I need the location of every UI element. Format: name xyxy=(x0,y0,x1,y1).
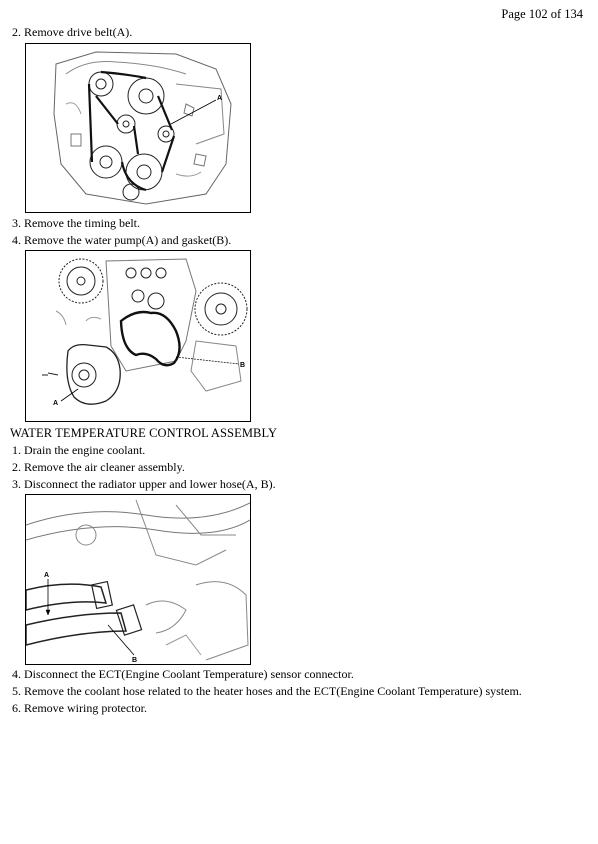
step-disconnect-ect-connector: 4. Disconnect the ECT(Engine Coolant Temperature) sensor connector. xyxy=(12,667,354,681)
callout-b: B xyxy=(132,657,138,664)
callout-b: B xyxy=(240,362,246,369)
step-remove-coolant-hose: 5. Remove the coolant hose related to the heater hoses and the ECT(Engine Coolant Temperature) system. xyxy=(12,684,522,698)
callout-a: A xyxy=(53,400,59,407)
figure-water-pump xyxy=(25,250,251,422)
callout-a: A xyxy=(217,95,223,102)
section-heading: WATER TEMPERATURE CONTROL ASSEMBLY xyxy=(10,426,278,440)
step-drain-coolant: 1. Drain the engine coolant. xyxy=(12,443,146,457)
page-number: Page 102 of 134 xyxy=(501,7,583,21)
step-remove-air-cleaner: 2. Remove the air cleaner assembly. xyxy=(12,460,185,474)
drive-belt-illustration xyxy=(26,44,250,212)
water-pump-illustration xyxy=(26,251,250,421)
step-remove-drive-belt: 2. Remove drive belt(A). xyxy=(12,25,133,39)
radiator-hose-illustration xyxy=(26,495,250,664)
step-remove-timing-belt: 3. Remove the timing belt. xyxy=(12,216,140,230)
callout-a: A xyxy=(44,572,50,579)
step-remove-water-pump: 4. Remove the water pump(A) and gasket(B). xyxy=(12,233,232,247)
step-disconnect-radiator-hose: 3. Disconnect the radiator upper and lower hose(A, B). xyxy=(12,477,276,491)
step-remove-wiring-protector: 6. Remove wiring protector. xyxy=(12,701,147,715)
figure-drive-belt xyxy=(25,43,251,213)
figure-radiator-hose xyxy=(25,494,251,665)
